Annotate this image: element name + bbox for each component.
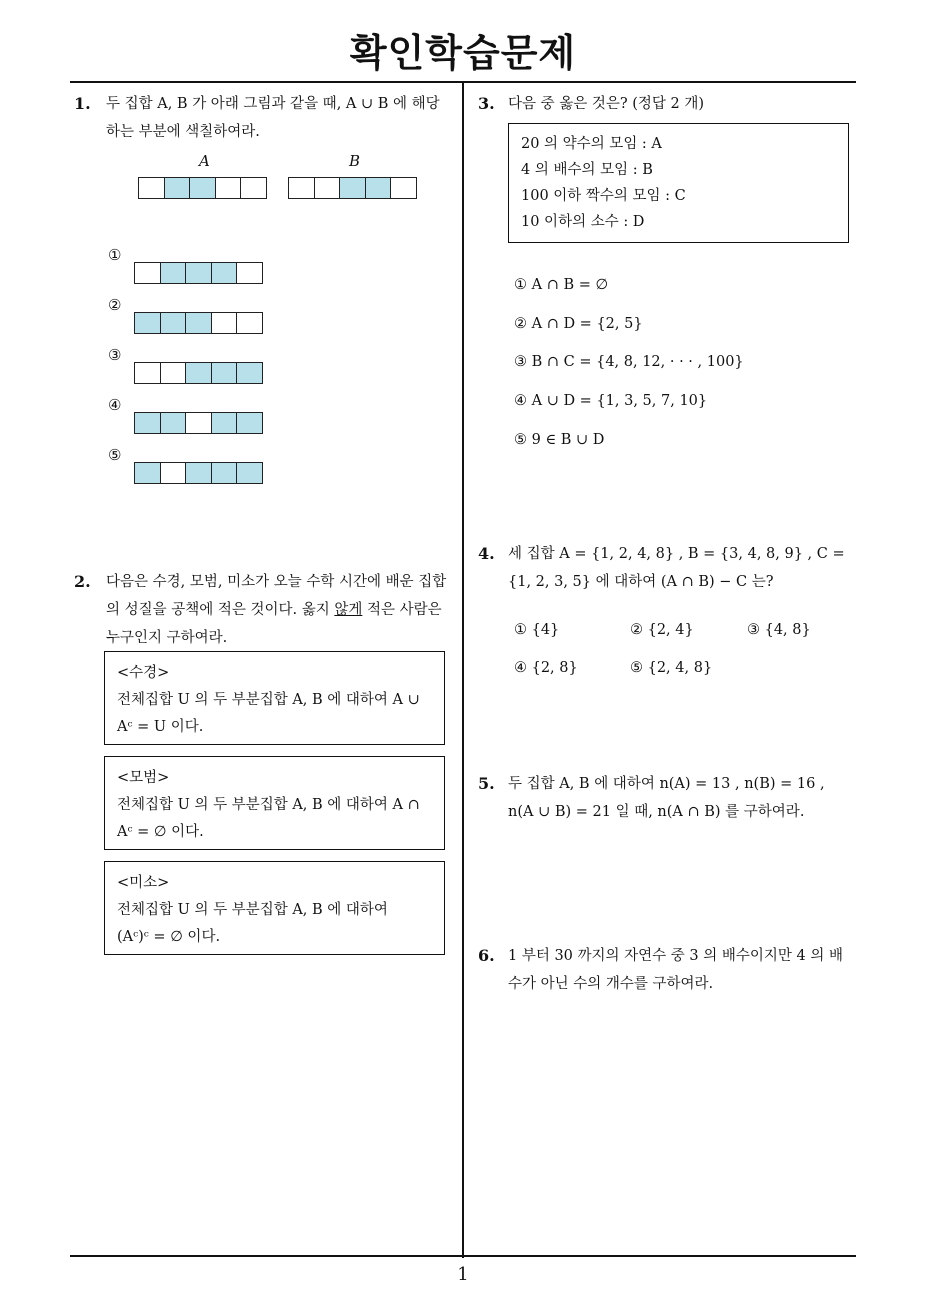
q4-option-1: ① {4} bbox=[514, 622, 560, 638]
shaded-cell bbox=[134, 412, 161, 434]
option-mark: ① bbox=[108, 246, 122, 264]
note-line: (Aᶜ)ᶜ = ∅ 이다. bbox=[117, 929, 221, 945]
note-name: <수경> bbox=[117, 665, 170, 681]
strip-b bbox=[288, 177, 417, 199]
shaded-cell bbox=[236, 412, 263, 434]
shaded-cell bbox=[160, 312, 187, 334]
definition-line: 10 이하의 소수 : D bbox=[521, 214, 645, 230]
shaded-cell bbox=[185, 312, 212, 334]
question-number: 3. bbox=[478, 94, 495, 113]
column-divider bbox=[462, 82, 464, 1258]
blank-cell bbox=[390, 177, 417, 199]
blank-cell bbox=[236, 262, 263, 284]
shaded-cell bbox=[211, 412, 238, 434]
question-number: 1. bbox=[74, 94, 91, 113]
shaded-cell bbox=[160, 262, 187, 284]
shaded-cell bbox=[189, 177, 216, 199]
note-box-mobeom bbox=[104, 756, 445, 850]
definition-line: 4 의 배수의 모임 : B bbox=[521, 162, 653, 178]
bottom-rule bbox=[70, 1255, 856, 1257]
blank-cell bbox=[134, 262, 161, 284]
option-mark: ④ bbox=[108, 396, 122, 414]
question-text: 하는 부분에 색칠하여라. bbox=[106, 124, 260, 140]
q3-option-4: ④ A ∪ D = {1, 3, 5, 7, 10} bbox=[514, 393, 708, 409]
question-text: 의 성질을 공책에 적은 것이다. 옳지 않게 적은 사람은 bbox=[106, 602, 442, 618]
blank-cell bbox=[314, 177, 341, 199]
shaded-cell bbox=[185, 362, 212, 384]
question-text: 1 부터 30 까지의 자연수 중 3 의 배수이지만 4 의 배 bbox=[508, 948, 843, 964]
page-number: 1 bbox=[457, 1264, 469, 1285]
set-label-b: B bbox=[349, 152, 361, 170]
blank-cell bbox=[215, 177, 242, 199]
shaded-cell bbox=[164, 177, 191, 199]
shaded-cell bbox=[236, 462, 263, 484]
note-line: 전체집합 U 의 두 부분집합 A, B 에 대하여 A ∩ bbox=[117, 797, 420, 813]
blank-cell bbox=[288, 177, 315, 199]
shaded-cell bbox=[365, 177, 392, 199]
option-strip bbox=[134, 412, 263, 434]
question-text: 다음은 수경, 모범, 미소가 오늘 수학 시간에 배운 집합 bbox=[106, 574, 447, 590]
blank-cell bbox=[185, 412, 212, 434]
note-line: Aᶜ = ∅ 이다. bbox=[117, 824, 204, 840]
page-title: 확인학습문제 bbox=[349, 31, 577, 75]
question-number: 4. bbox=[478, 544, 495, 563]
question-text: 다음 중 옳은 것은? (정답 2 개) bbox=[508, 96, 705, 112]
option-strip bbox=[134, 462, 263, 484]
note-name: <미소> bbox=[117, 875, 170, 891]
question-number: 5. bbox=[478, 774, 495, 793]
blank-cell bbox=[236, 312, 263, 334]
shaded-cell bbox=[211, 262, 238, 284]
blank-cell bbox=[138, 177, 165, 199]
option-strip bbox=[134, 262, 263, 284]
question-text: 두 집합 A, B 에 대하여 n(A) = 13 , n(B) = 16 , bbox=[508, 776, 825, 792]
question-text: 두 집합 A, B 가 아래 그림과 같을 때, A ∪ B 에 해당 bbox=[106, 96, 440, 112]
question-text: n(A ∪ B) = 21 일 때, n(A ∩ B) 를 구하여라. bbox=[508, 804, 805, 820]
shaded-cell bbox=[236, 362, 263, 384]
question-text: 수가 아닌 수의 개수를 구하여라. bbox=[508, 976, 714, 992]
option-mark: ⑤ bbox=[108, 446, 122, 464]
strip-a bbox=[138, 177, 267, 199]
note-box-miso bbox=[104, 861, 445, 955]
blank-cell bbox=[211, 312, 238, 334]
q3-option-3: ③ B ∩ C = {4, 8, 12, · · · , 100} bbox=[514, 354, 744, 370]
shaded-cell bbox=[185, 262, 212, 284]
q4-option-4: ④ {2, 8} bbox=[514, 660, 578, 676]
note-line: Aᶜ = U 이다. bbox=[117, 719, 204, 735]
blank-cell bbox=[134, 362, 161, 384]
q3-option-2: ② A ∩ D = {2, 5} bbox=[514, 316, 643, 332]
option-strip bbox=[134, 362, 263, 384]
underlined-word: 않게 bbox=[334, 602, 363, 618]
definition-line: 100 이하 짝수의 모임 : C bbox=[521, 188, 686, 204]
shaded-cell bbox=[211, 362, 238, 384]
question-number: 6. bbox=[478, 946, 495, 965]
note-line: 전체집합 U 의 두 부분집합 A, B 에 대하여 bbox=[117, 902, 388, 918]
shaded-cell bbox=[339, 177, 366, 199]
q4-option-2: ② {2, 4} bbox=[630, 622, 694, 638]
note-line: 전체집합 U 의 두 부분집합 A, B 에 대하여 A ∪ bbox=[117, 692, 420, 708]
q3-option-5: ⑤ 9 ∈ B ∪ D bbox=[514, 432, 605, 448]
question-text: 누구인지 구하여라. bbox=[106, 630, 228, 646]
shaded-cell bbox=[134, 312, 161, 334]
blank-cell bbox=[160, 362, 187, 384]
note-name: <모범> bbox=[117, 770, 170, 786]
option-mark: ③ bbox=[108, 346, 122, 364]
shaded-cell bbox=[160, 412, 187, 434]
note-box-sugyeong bbox=[104, 651, 445, 745]
option-mark: ② bbox=[108, 296, 122, 314]
set-label-a: A bbox=[199, 152, 210, 170]
blank-cell bbox=[160, 462, 187, 484]
shaded-cell bbox=[185, 462, 212, 484]
definition-box bbox=[508, 123, 849, 243]
shaded-cell bbox=[134, 462, 161, 484]
q4-option-3: ③ {4, 8} bbox=[747, 622, 811, 638]
question-text: 세 집합 A = {1, 2, 4, 8} , B = {3, 4, 8, 9} , C = bbox=[508, 546, 845, 562]
question-text: {1, 2, 3, 5} 에 대하여 (A ∩ B) − C 는? bbox=[508, 574, 774, 590]
question-number: 2. bbox=[74, 572, 91, 591]
q3-option-1: ① A ∩ B = ∅ bbox=[514, 277, 609, 293]
q4-option-5: ⑤ {2, 4, 8} bbox=[630, 660, 713, 676]
blank-cell bbox=[240, 177, 267, 199]
shaded-cell bbox=[211, 462, 238, 484]
option-strip bbox=[134, 312, 263, 334]
definition-line: 20 의 약수의 모임 : A bbox=[521, 136, 662, 152]
